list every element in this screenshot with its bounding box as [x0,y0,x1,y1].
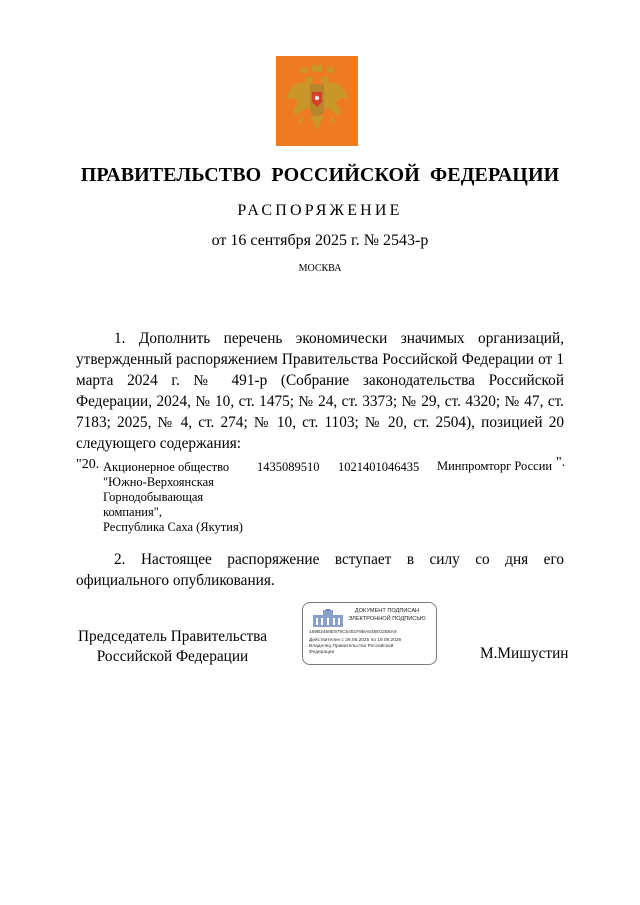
organization-line: Республика Саха (Якутия) [103,520,243,534]
electronic-signature-stamp [302,602,437,665]
stamp-heading-line: ЭЛЕКТРОННОЙ ПОДПИСЬЮ [348,615,426,622]
organization-line: Акционерное общество [103,460,230,474]
document-type: РАСПОРЯЖЕНИЕ [237,202,403,219]
stamp-validity: Действителен с 26.06.2025 по 19.09.2026 [309,638,402,643]
signatory-position-line: Российской Федерации [96,648,249,665]
stamp-heading [341,608,433,623]
position-number: "20. [76,457,100,472]
ministry-name: Минпромторг России [437,459,553,473]
organization-name [103,460,263,535]
stamp-certificate: 169B2468E979C5451F9BA548E02B8A9 [309,630,397,635]
organization-line: компания", [103,505,162,519]
inn-value: 1435089510 [257,460,320,474]
stamp-owner: Владелец Правительство Российской [309,644,394,649]
paragraph-2: 2. Настоящее распоряжение вступает в силу со дня его официального опубликования. [76,551,564,589]
organization-line: "Южно-Верхоянская [103,475,214,489]
city-name: МОСКВА [298,263,342,274]
signatory-position [78,627,267,667]
stamp-owner: Федерации [309,650,335,655]
stamp-heading-line: ДОКУМЕНТ ПОДПИСАН [354,608,420,614]
ogrn-value: 1021401046435 [338,460,420,474]
signatory-name: М.Мишустин [480,645,569,662]
coat-of-arms-icon [276,56,358,146]
closing-quote: ". [556,455,566,470]
government-title: ПРАВИТЕЛЬСТВО РОССИЙСКОЙ ФЕДЕРАЦИИ [80,164,560,186]
organization-line: Горнодобывающая [103,490,204,504]
paragraph-1: 1. Дополнить перечень экономически значимых организаций, утвержденный распоряжением Правительства Российской Федерации от 1 марта 2024 г. № 491-р (Собрание законодательства Российской Федерации, 2024, № 10, ст. 1475; № 24, ст. 3373; № 29, ст. 4320; № 47, ст. 7183; 2025, № 4, ст. 274; № 10, ст. 1103; № 20, ст. 2504), позицией 20 следующего содержания: [76,330,564,452]
document-date-number: от 16 сентября 2025 г. № 2543-р [211,232,429,249]
signatory-position-line: Председатель Правительства [78,628,267,645]
